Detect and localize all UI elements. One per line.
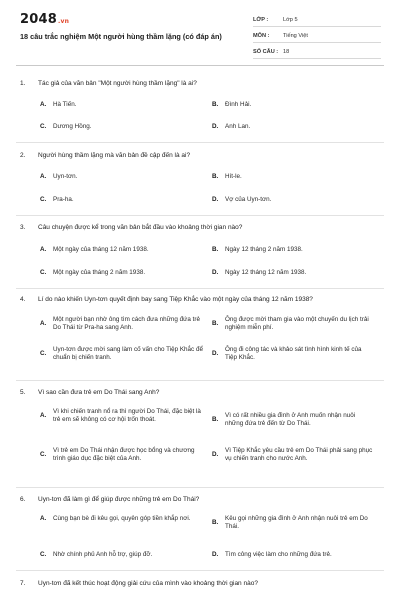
- question-item: [20, 296, 382, 376]
- option-text: Đình Hải.: [225, 101, 252, 108]
- question-stem: [20, 580, 382, 587]
- meta-value: Tiếng Việt: [283, 33, 308, 39]
- option-letter: D.: [212, 123, 219, 130]
- option-b[interactable]: [212, 412, 375, 429]
- option-c[interactable]: [40, 346, 203, 363]
- option-b[interactable]: [212, 316, 375, 333]
- question-number: 6.: [20, 496, 26, 503]
- option-text: Uyn-tơn được mời sang làm cố vấn cho Tiệp Khắc để chuẩn bị chiến tranh.: [53, 346, 203, 362]
- question-text: Vì sao cần đưa trẻ em Do Thái sang Anh?: [38, 389, 160, 396]
- meta-label: LỚP :: [253, 17, 269, 23]
- option-text: Một ngày của tháng 2 năm 1938.: [53, 269, 146, 276]
- option-letter: A.: [40, 173, 47, 180]
- option-text: Hà Tiến.: [53, 101, 77, 108]
- option-text: Ngày 12 tháng 12 năm 1938.: [225, 269, 307, 276]
- logo-domain: .vn: [57, 18, 70, 25]
- option-d[interactable]: [212, 447, 375, 464]
- option-text: Ngày 12 tháng 2 năm 1938.: [225, 246, 303, 253]
- meta-label: SỐ CÂU :: [253, 49, 279, 55]
- site-logo[interactable]: [20, 12, 69, 27]
- question-stem: [20, 496, 382, 503]
- option-text: Vì trẻ em Do Thái nhận được học bổng và chương trình giáo dục đặc biệt của Anh.: [53, 447, 195, 463]
- option-d[interactable]: [212, 196, 375, 204]
- question-text: Người hùng thầm lặng mà văn bản đề cập đến là ai?: [38, 152, 191, 159]
- question-number: 3.: [20, 224, 26, 231]
- option-c[interactable]: [40, 269, 203, 277]
- option-letter: D.: [212, 196, 219, 203]
- option-text: Một ngày của tháng 12 năm 1938.: [53, 246, 149, 253]
- question-item: [20, 80, 382, 140]
- option-a[interactable]: [40, 515, 203, 523]
- option-letter: A.: [40, 515, 47, 522]
- question-stem: [20, 296, 382, 303]
- meta-label: MÔN :: [253, 33, 270, 39]
- option-letter: C.: [40, 269, 47, 276]
- meta-row-subject: [253, 30, 381, 43]
- option-text: Ông được mời tham gia vào một chuyến du lịch trải nghiệm miễn phí.: [225, 316, 369, 332]
- question-number: 2.: [20, 152, 26, 159]
- option-text: Vì Tiệp Khắc yêu cầu trẻ em Do Thái phải sang phục vụ chiến tranh cho nước Anh.: [225, 447, 373, 463]
- question-stem: [20, 389, 382, 396]
- option-text: Uyn-tơn.: [53, 173, 78, 180]
- option-text: Vì có rất nhiều gia đình ở Anh muốn nhận nuôi những đứa trẻ đến từ Do Thái.: [225, 412, 356, 428]
- question-divider: [16, 215, 384, 216]
- option-letter: A.: [40, 320, 47, 328]
- question-item: [20, 152, 382, 212]
- option-text: Một người bạn nhờ ông tìm cách đưa những đứa trẻ Do Thái từ Pra-ha sang Anh.: [53, 316, 200, 332]
- option-text: Ông đi công tác và khảo sát tình hình kinh tế của Tiệp Khắc.: [225, 346, 362, 362]
- question-divider: [16, 142, 384, 143]
- question-divider: [16, 288, 384, 289]
- option-a[interactable]: [40, 316, 203, 333]
- option-text: Vợ của Uyn-tơn.: [225, 196, 272, 203]
- option-c[interactable]: [40, 447, 203, 464]
- option-letter: B.: [212, 246, 219, 253]
- option-letter: D.: [212, 350, 219, 358]
- option-text: Nhờ chính phủ Anh hỗ trợ, giúp đỡ.: [53, 551, 153, 558]
- option-letter: C.: [40, 123, 47, 130]
- option-b[interactable]: [212, 246, 375, 254]
- option-letter: A.: [40, 246, 47, 253]
- question-number: 4.: [20, 296, 26, 303]
- option-letter: D.: [212, 451, 219, 459]
- option-text: Tìm công việc làm cho những đứa trẻ.: [225, 551, 332, 558]
- meta-row-count: [253, 46, 381, 59]
- option-d[interactable]: [212, 551, 375, 559]
- question-text: Uyn-tơn đã kết thúc hoạt động giải cứu của mình vào khoảng thời gian nào?: [38, 580, 258, 587]
- header-divider: [16, 65, 384, 66]
- option-b[interactable]: [212, 173, 375, 181]
- question-divider: [16, 487, 384, 488]
- option-text: Dương Hồng.: [53, 123, 92, 130]
- question-text: Uyn-tơn đã làm gì để giúp được những trẻ em Do Thái?: [38, 496, 200, 503]
- question-item: [20, 580, 382, 594]
- question-number: 7.: [20, 580, 26, 587]
- option-text: Cùng bạn bè đi kêu gọi, quyên góp tiền khắp nơi.: [53, 515, 191, 522]
- option-letter: C.: [40, 196, 47, 203]
- question-stem: [20, 80, 382, 87]
- option-a[interactable]: [40, 101, 203, 109]
- option-d[interactable]: [212, 346, 375, 363]
- question-divider: [16, 570, 384, 571]
- option-letter: C.: [40, 451, 47, 459]
- option-letter: B.: [212, 416, 219, 424]
- question-number: 1.: [20, 80, 26, 87]
- option-a[interactable]: [40, 408, 203, 425]
- option-text: Hít-le.: [225, 173, 242, 180]
- question-number: 5.: [20, 389, 26, 396]
- option-d[interactable]: [212, 123, 375, 131]
- question-item: [20, 224, 382, 286]
- question-text: Câu chuyện được kể trong văn bản bắt đầu vào khoảng thời gian nào?: [38, 224, 243, 231]
- option-text: Vì khi chiến tranh nổ ra thì người Do Thái, đặc biệt là trẻ em sẽ không có cơ hội trốn thoát.: [53, 408, 201, 424]
- option-b[interactable]: [212, 515, 375, 532]
- question-text: Lí do nào khiến Uyn-tơn quyết định bay sang Tiệp Khắc vào một ngày của tháng 12 năm 1938?: [38, 296, 313, 303]
- option-letter: B.: [212, 173, 219, 180]
- meta-value: Lớp 5: [283, 17, 298, 23]
- question-stem: [20, 152, 382, 159]
- option-a[interactable]: [40, 246, 203, 254]
- question-stem: [20, 224, 382, 231]
- question-divider: [16, 380, 384, 381]
- option-letter: B.: [212, 101, 219, 108]
- option-text: Kêu gọi những gia đình ở Anh nhận nuôi trẻ em Do Thái.: [225, 515, 368, 531]
- option-letter: A.: [40, 101, 47, 108]
- option-d[interactable]: [212, 269, 375, 277]
- worksheet-meta: [253, 14, 381, 62]
- option-text: Pra-ha.: [53, 196, 74, 203]
- option-b[interactable]: [212, 101, 375, 109]
- option-c[interactable]: [40, 123, 203, 131]
- option-text: Anh Lan.: [225, 123, 251, 130]
- option-letter: A.: [40, 412, 47, 420]
- meta-value: 18: [283, 49, 290, 55]
- worksheet-header: [0, 0, 400, 55]
- option-letter: D.: [212, 269, 219, 276]
- meta-row-grade: [253, 14, 381, 27]
- option-letter: C.: [40, 551, 47, 558]
- option-a[interactable]: [40, 173, 203, 181]
- option-letter: B.: [212, 519, 219, 527]
- question-item: [20, 389, 382, 483]
- option-letter: D.: [212, 551, 219, 558]
- option-letter: C.: [40, 350, 47, 358]
- question-text: Tác giả của văn bản "Một người hùng thầm lặng" là ai?: [38, 80, 197, 87]
- question-item: [20, 496, 382, 566]
- page-title: 18 câu trắc nghiệm Một người hùng thầm lặng (có đáp án): [20, 32, 222, 41]
- option-c[interactable]: [40, 551, 203, 559]
- logo-number: 2048: [20, 12, 57, 27]
- option-letter: B.: [212, 320, 219, 328]
- option-c[interactable]: [40, 196, 203, 204]
